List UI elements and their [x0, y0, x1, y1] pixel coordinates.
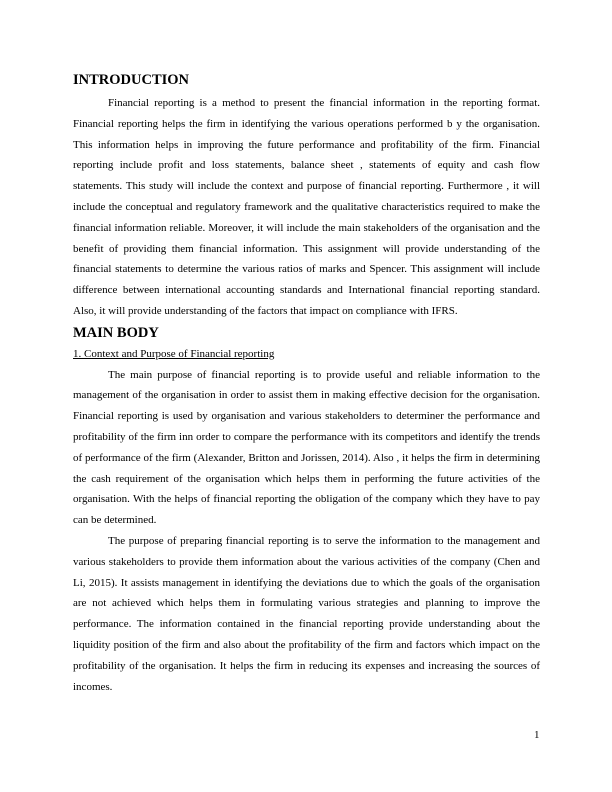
page-content — [73, 71, 540, 697]
purpose-paragraph-2: The purpose of preparing financial reporting is to serve the information to the management and various stakeholders to provide them information about the various activities of the company (Chen and Li, 2015). It assists management in identifying the deviations due to which the goals of the organisation are not achieved which helps them in formulating various strategies and planning to improve the performance. The information contained in the financial reporting provide understanding about the liquidity position of the firm and also about the profitability of the firm and factors which impact on the profitability of the organisation. It helps the firm in reducing its expenses and increasing the sources of incomes. — [73, 534, 540, 693]
main-body-heading: MAIN BODY — [73, 324, 159, 341]
page-number: 1 — [534, 729, 540, 741]
section-subheading: 1. Context and Purpose of Financial reporting — [73, 347, 275, 360]
introduction-paragraph: Financial reporting is a method to present the financial information in the reporting format. Financial reporting helps the firm in identifying the various operations performed b y the organisation. This information helps in improving the future performance and profitability of the firm. Financial reporting include profit and loss statements, balance sheet , statements of equity and cash flow statements. This study will include the context and purpose of financial reporting. Furthermore , it will include the conceptual and regulatory framework and the qualitative characteristics required to make the financial information reliable. Moreover, it will include the main stakeholders of the organisation and the benefit of providing them financial information. This assignment will provide understanding of the financial statements to determine the various ratios of marks and Spencer. This assignment will include difference between international accounting standards and International financial reporting standard. Also, it will provide understanding of the factors that impact on compliance with IFRS. — [73, 97, 540, 317]
introduction-heading: INTRODUCTION — [73, 72, 190, 88]
purpose-paragraph-1: The main purpose of financial reporting is to provide useful and reliable information to the management of the organisation in order to assist them in making effective decision for the organisation. Financial reporting is used by organisation and various stakeholders to determiner the performance and profitability of the firm inn order to compare the performance with its competitors and identify the trends of performance of the firm (Alexander, Britton and Jorissen, 2014). Also , it helps the firm in determining the cash requirement of the organisation which helps them in performing the future activities of the organisation. With the helps of financial reporting the obligation of the company which they have to pay can be determined. — [73, 368, 540, 527]
